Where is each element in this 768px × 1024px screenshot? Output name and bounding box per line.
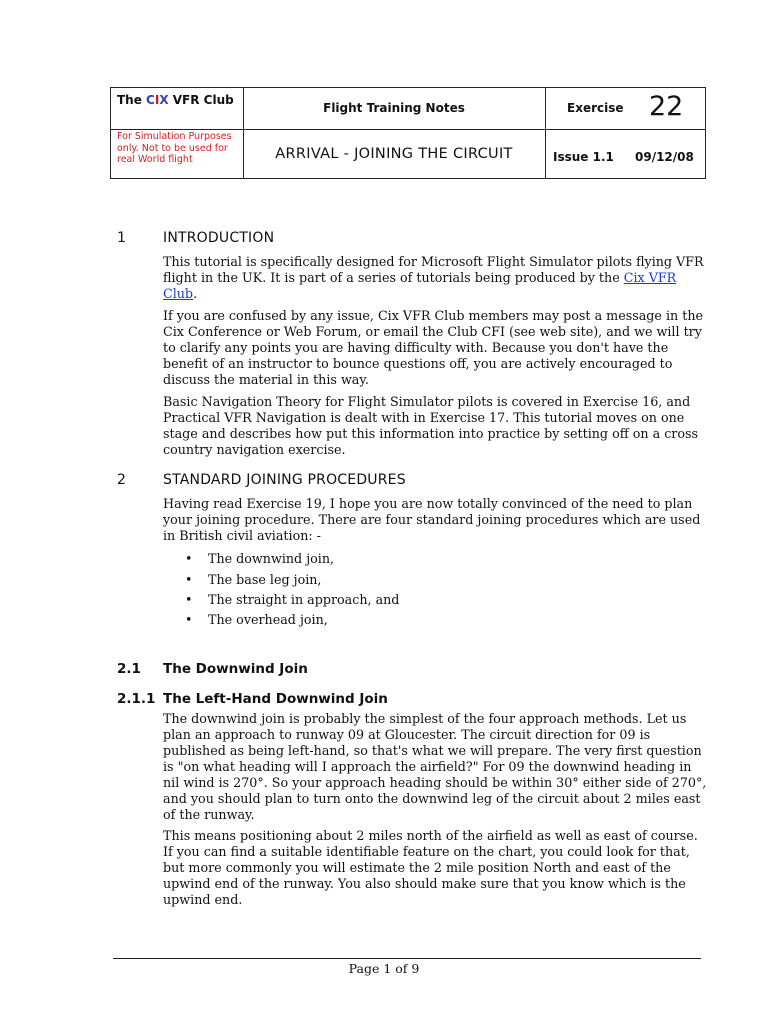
club-name: The CIX VFR Club <box>117 93 234 107</box>
issue-date: 09/12/08 <box>635 150 694 164</box>
section-title: INTRODUCTION <box>163 230 275 246</box>
section-title: STANDARD JOINING PROCEDURES <box>163 472 406 488</box>
header-divider <box>545 88 546 178</box>
paragraph: This tutorial is specifically designed for Microsoft Flight Simulator pilots flying VFR flight in the UK. It is part of a series of tutorials being produced by the Cix VFR Club. <box>163 254 704 301</box>
paragraph: Basic Navigation Theory for Flight Simulator pilots is covered in Exercise 16, and Practical VFR Navigation is dealt with in Exercise 17. This tutorial moves on one stage and describes how put this information into practice by setting off on a cross country navigation exercise. <box>163 394 699 457</box>
paragraph: Having read Exercise 19, I hope you are now totally convinced of the need to plan your joining procedure. There are four standard joining procedures which are used in British civil aviation: - <box>163 496 701 543</box>
header-table <box>110 87 706 179</box>
exercise-number: 22 <box>649 91 684 122</box>
paragraph: If you are confused by any issue, Cix VFR Club members may post a message in the Cix Conference or Web Forum, or email the Club CFI (see web site), and we will try to clarify any points you are having difficulty with. Because you don't have the benefit of an instructor to bounce questions off, you are actively encouraged to discuss the material in this way. <box>163 308 703 387</box>
section-title: The Downwind Join <box>163 661 308 677</box>
doc-type: Flight Training Notes <box>323 101 465 115</box>
paragraph: This means positioning about 2 miles north of the airfield as well as east of course. If you can find a suitable identifiable feature on the chart, you could look for that, but more commonly you will estimate the 2 mile position North and east of the upwind end of the runway. You also should make sure that you know which is the upwind end. <box>163 828 698 907</box>
disclaimer: For Simulation Purposes only. Not to be used for real World flight <box>117 131 232 165</box>
section-number: 2 <box>117 472 127 488</box>
page-number: Page 1 of 9 <box>348 961 420 976</box>
section-title: The Left-Hand Downwind Join <box>163 691 388 707</box>
paragraph: The downwind join is probably the simplest of the four approach methods. Let us plan an approach to runway 09 at Gloucester. The circuit direction for 09 is published as being left-hand, so that's what we will prepare. The very first question is "on what heading will I approach the airfield?" For 09 the downwind heading in nil wind is 270°. So your approach heading should be within 30° either side of 270°, and you should plan to turn onto the downwind leg of the circuit about 2 miles east of the runway. <box>163 711 707 822</box>
issue-number: Issue 1.1 <box>553 150 614 164</box>
section-number: 2.1 <box>117 661 141 677</box>
section-number: 2.1.1 <box>117 691 156 707</box>
cix-vfr-club-link[interactable]: Cix VFR Club <box>163 270 677 301</box>
exercise-label: Exercise <box>567 101 624 115</box>
footer-rule <box>113 958 701 959</box>
doc-title: ARRIVAL - JOINING THE CIRCUIT <box>275 146 513 162</box>
section-number: 1 <box>117 230 127 246</box>
